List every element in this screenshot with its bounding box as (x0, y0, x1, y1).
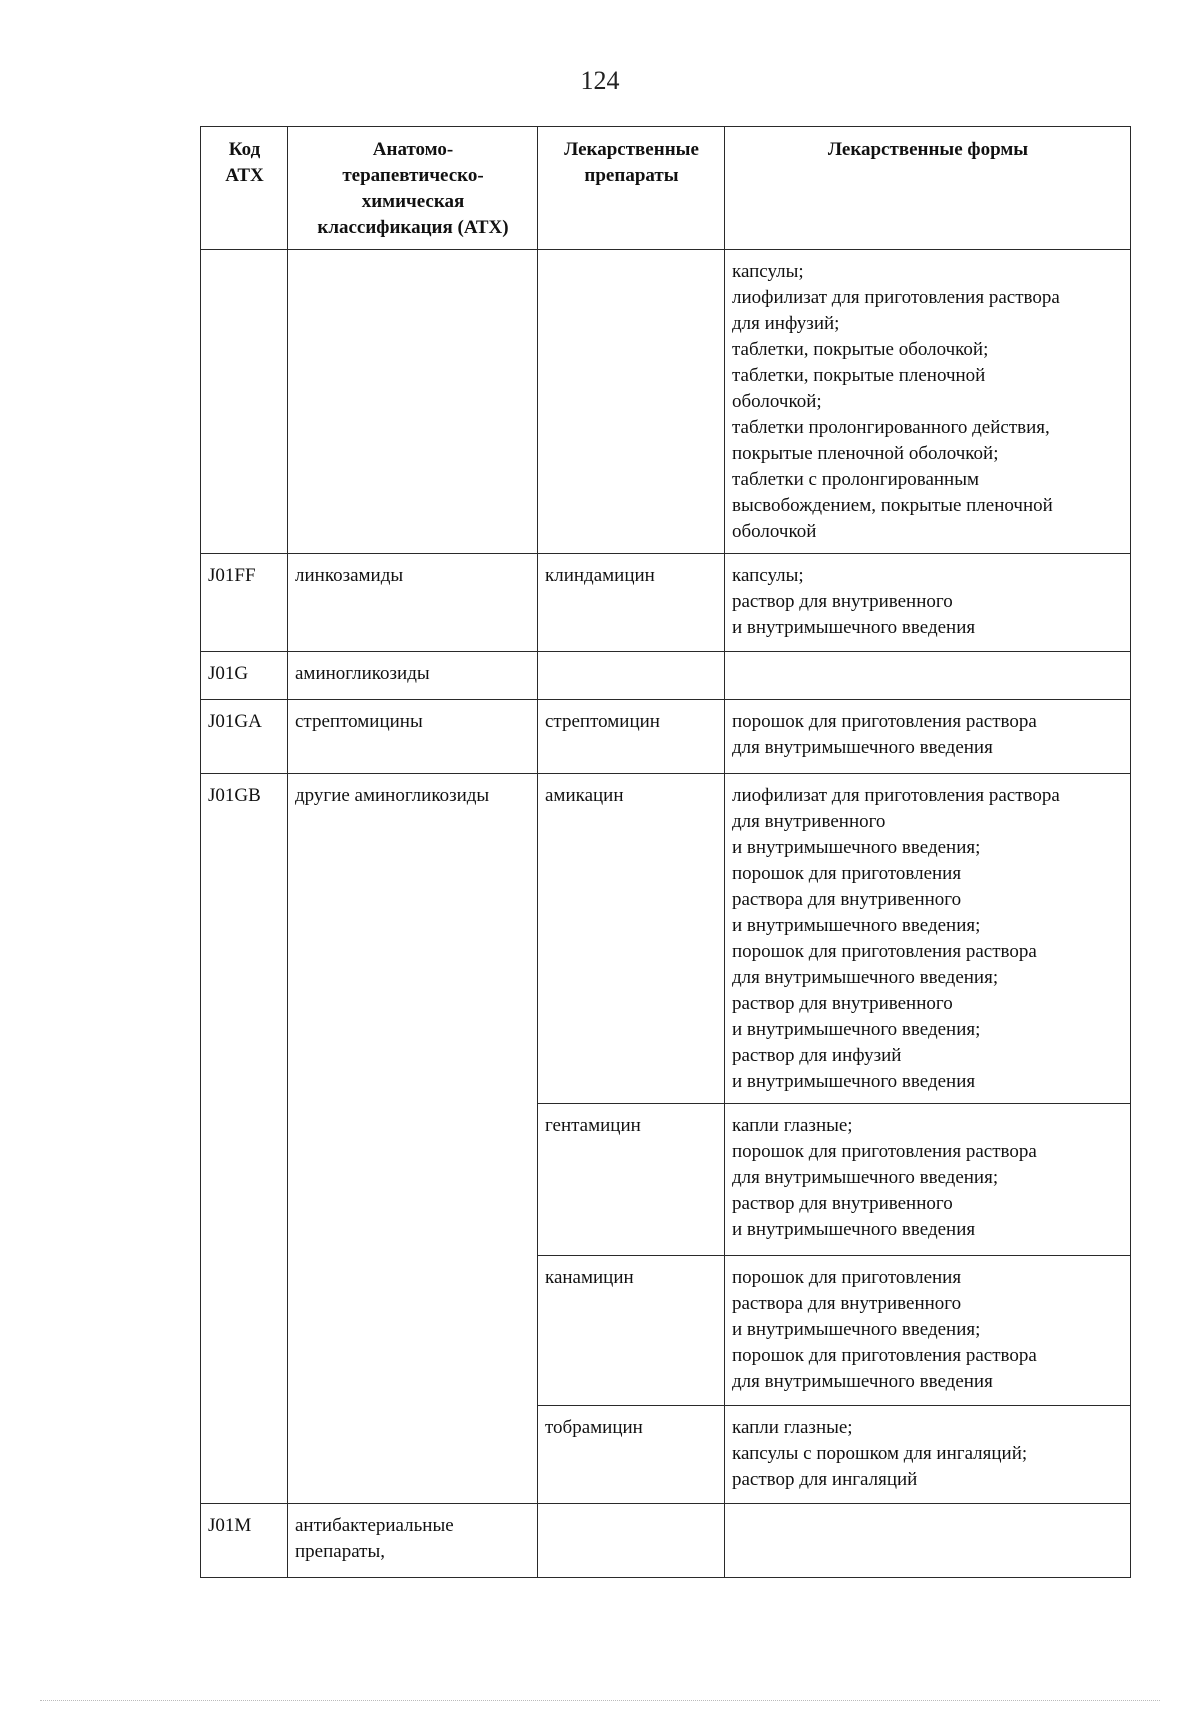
cell-drug: стрептомицин (538, 700, 725, 774)
cell-code (201, 1406, 288, 1504)
cell-forms: капли глазные; капсулы с порошком для ингаляций; раствор для ингаляций (725, 1406, 1131, 1504)
cell-code: J01GA (201, 700, 288, 774)
table-row (201, 554, 1131, 652)
cell-code: J01M (201, 1504, 288, 1578)
table-row (201, 1504, 1131, 1578)
cell-forms: капли глазные; порошок для приготовления раствора для внутримышечного введения; раствор для внутривенного и внутримышечного введения (725, 1104, 1131, 1256)
cell-code: J01GB (201, 774, 288, 1104)
header-classification: Анатомо- терапевтическо- химическая классификация (АТХ) (288, 127, 538, 250)
table-row (201, 1104, 1131, 1256)
cell-forms: порошок для приготовления раствора для внутривенного и внутримышечного введения; порошок для приготовления раствора для внутримышечного введения (725, 1256, 1131, 1406)
cell-classification: линкозамиды (288, 554, 538, 652)
cell-code (201, 1104, 288, 1256)
header-drugs: Лекарственные препараты (538, 127, 725, 250)
cell-forms: капсулы; раствор для внутривенного и внутримышечного введения (725, 554, 1131, 652)
cell-drug: тобрамицин (538, 1406, 725, 1504)
cell-classification (288, 1256, 538, 1406)
cell-code (201, 1256, 288, 1406)
cell-classification: аминогликозиды (288, 652, 538, 700)
cell-drug: гентамицин (538, 1104, 725, 1256)
cell-drug (538, 1504, 725, 1578)
scan-edge-noise (40, 1700, 1160, 1703)
cell-classification: стрептомицины (288, 700, 538, 774)
cell-classification (288, 1104, 538, 1256)
table-row (201, 700, 1131, 774)
cell-classification: другие аминогликозиды (288, 774, 538, 1104)
table-header-row (201, 127, 1131, 250)
cell-drug: амикацин (538, 774, 725, 1104)
cell-forms (725, 652, 1131, 700)
table-row (201, 250, 1131, 554)
cell-forms (725, 1504, 1131, 1578)
cell-classification: антибактериальные препараты, (288, 1504, 538, 1578)
cell-classification (288, 250, 538, 554)
atc-drug-table (200, 126, 1131, 1578)
cell-forms: капсулы; лиофилизат для приготовления раствора для инфузий; таблетки, покрытые оболочкой; таблетки, покрытые пленочной оболочкой; таблетки пролонгированного действия, покрытые пленочной оболочкой; таблетки с пролонгированным высвобождением, покрытые пленочной оболочкой (725, 250, 1131, 554)
cell-code: J01FF (201, 554, 288, 652)
cell-forms: лиофилизат для приготовления раствора для внутривенного и внутримышечного введения; порошок для приготовления раствора для внутривенного и внутримышечного введения; порошок для приготовления раствора для внутримышечного введения; раствор для внутривенного и внутримышечного введения; раствор для инфузий и внутримышечного введения (725, 774, 1131, 1104)
cell-drug (538, 250, 725, 554)
table-row (201, 774, 1131, 1104)
table-row (201, 652, 1131, 700)
cell-classification (288, 1406, 538, 1504)
table-row (201, 1256, 1131, 1406)
cell-forms: порошок для приготовления раствора для внутримышечного введения (725, 700, 1131, 774)
table-row (201, 1406, 1131, 1504)
cell-drug (538, 652, 725, 700)
header-code: Код АТХ (201, 127, 288, 250)
cell-code: J01G (201, 652, 288, 700)
cell-drug: клиндамицин (538, 554, 725, 652)
cell-drug: канамицин (538, 1256, 725, 1406)
header-forms: Лекарственные формы (725, 127, 1131, 250)
page-number: 124 (580, 66, 620, 95)
cell-code (201, 250, 288, 554)
